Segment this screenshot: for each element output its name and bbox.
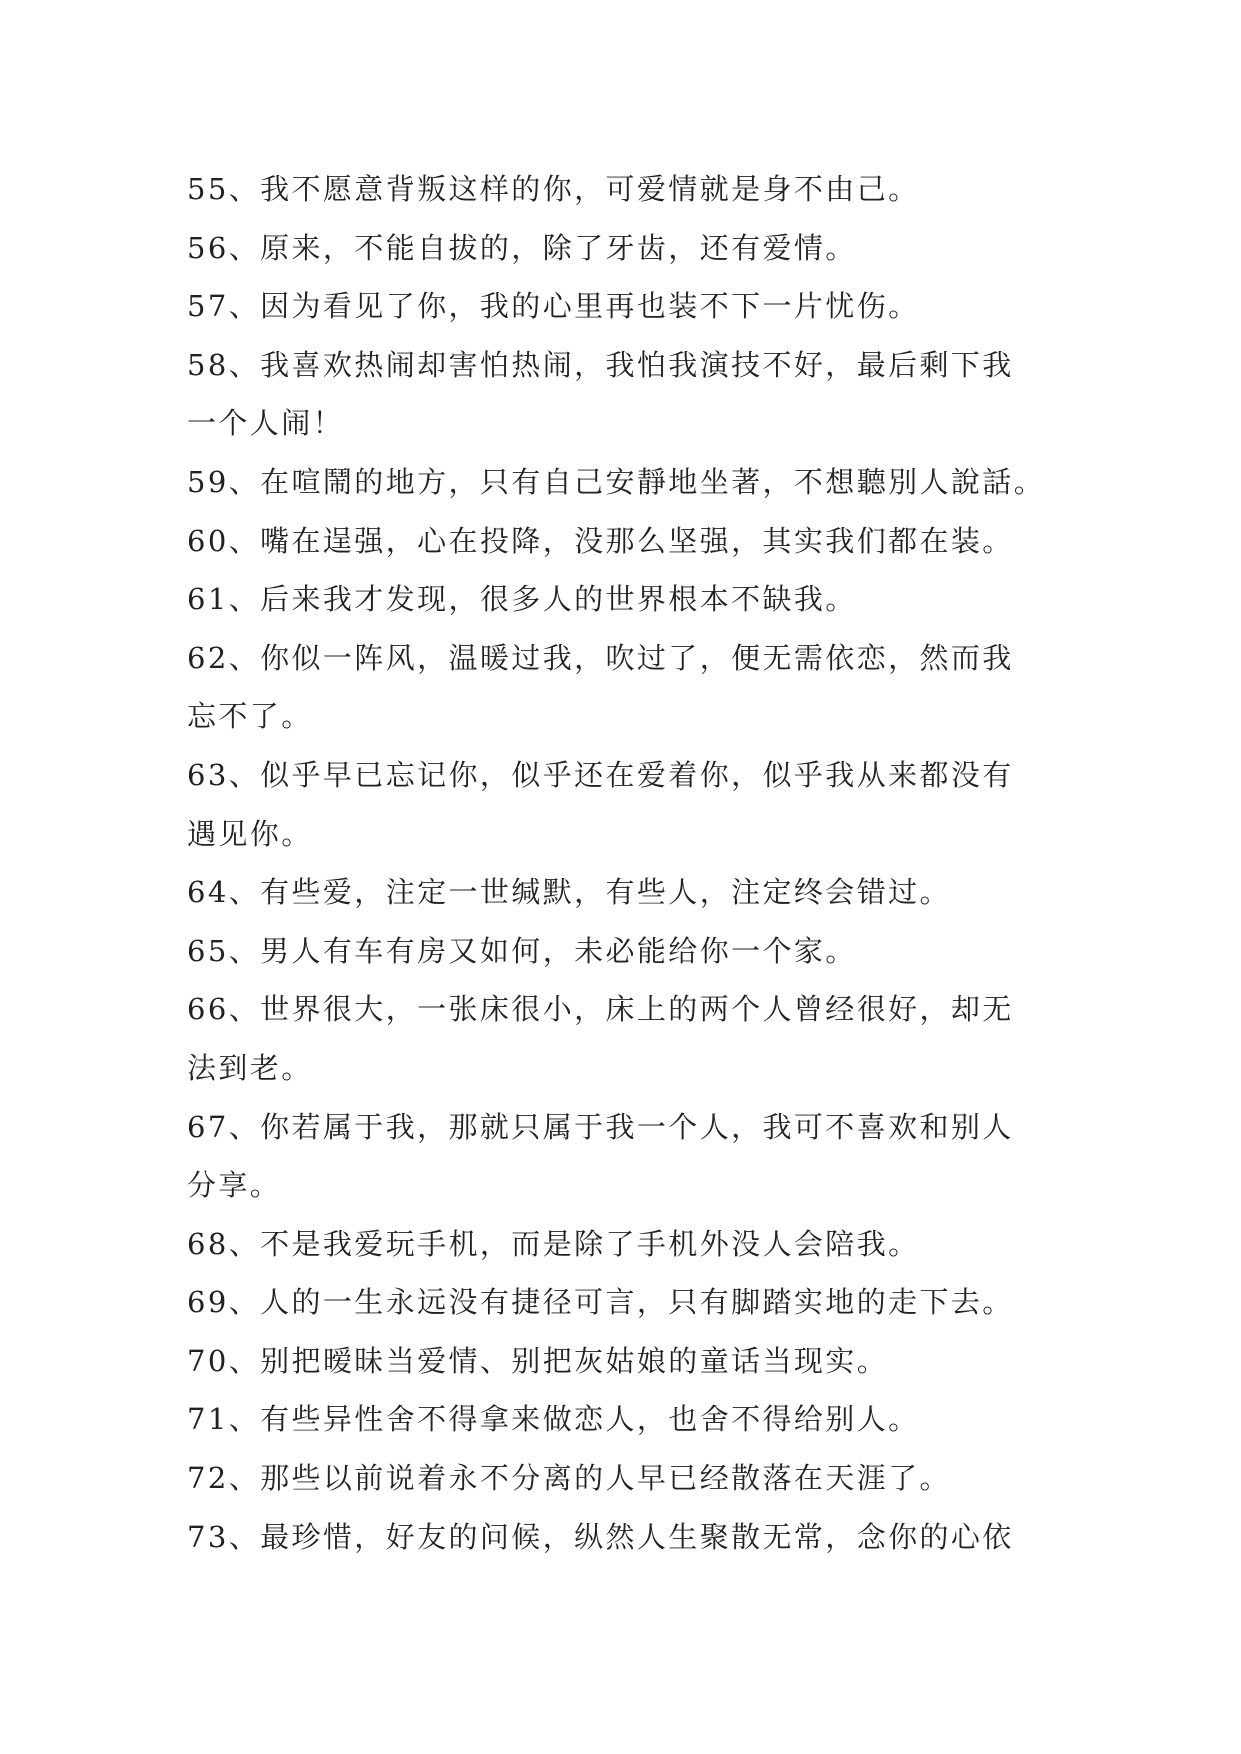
text-line: 63、似乎早已忘记你，似乎还在爱着你，似乎我从来都没有 xyxy=(187,757,1014,792)
text-line: 67、你若属于我，那就只属于我一个人，我可不喜欢和别人 xyxy=(187,1109,1014,1144)
text-line: 66、世界很大，一张床很小，床上的两个人曾经很好，却无 xyxy=(187,992,1014,1027)
text-line: 69、人的一生永远没有捷径可言，只有脚踏实地的走下去。 xyxy=(187,1285,1014,1320)
text-line: 71、有些异性舍不得拿来做恋人，也舍不得给别人。 xyxy=(187,1402,920,1437)
text-line: 59、在喧鬧的地方，只有自己安靜地坐著，不想聽別人說話。 xyxy=(187,464,1046,499)
text-line: 遇见你。 xyxy=(187,816,313,851)
text-line: 61、后来我才发现，很多人的世界根本不缺我。 xyxy=(187,582,857,617)
text-line: 分享。 xyxy=(187,1168,282,1203)
document-body xyxy=(187,160,1067,1566)
text-line: 57、因为看见了你，我的心里再也装不下一片忧伤。 xyxy=(187,289,920,324)
text-line: 法到老。 xyxy=(187,1050,313,1085)
text-line: 62、你似一阵风，温暖过我，吹过了，便无需依恋，然而我 xyxy=(187,640,1014,675)
text-line: 64、有些爱，注定一世缄默，有些人，注定终会错过。 xyxy=(187,875,951,910)
text-line: 55、我不愿意背叛这样的你，可爱情就是身不由己。 xyxy=(187,172,920,206)
text-line: 忘不了。 xyxy=(187,699,313,734)
text-line: 56、原来，不能自拔的，除了牙齿，还有爱情。 xyxy=(187,230,857,265)
text-line: 72、那些以前说着永不分离的人早已经散落在天涯了。 xyxy=(187,1461,951,1496)
text-line: 68、不是我爱玩手机，而是除了手机外没人会陪我。 xyxy=(187,1226,920,1261)
text-line: 65、男人有车有房又如何，未必能给你一个家。 xyxy=(187,933,857,968)
text-line: 60、嘴在逞强，心在投降，没那么坚强，其实我们都在装。 xyxy=(187,523,1014,558)
text-line: 一个人闹！ xyxy=(187,406,345,441)
text-line: 73、最珍惜，好友的问候，纵然人生聚散无常，念你的心依 xyxy=(187,1519,1014,1554)
text-line: 58、我喜欢热闹却害怕热闹，我怕我演技不好，最后剩下我 xyxy=(187,347,1014,382)
text-line: 70、别把暧昧当爱情、别把灰姑娘的童话当现实。 xyxy=(187,1343,889,1378)
